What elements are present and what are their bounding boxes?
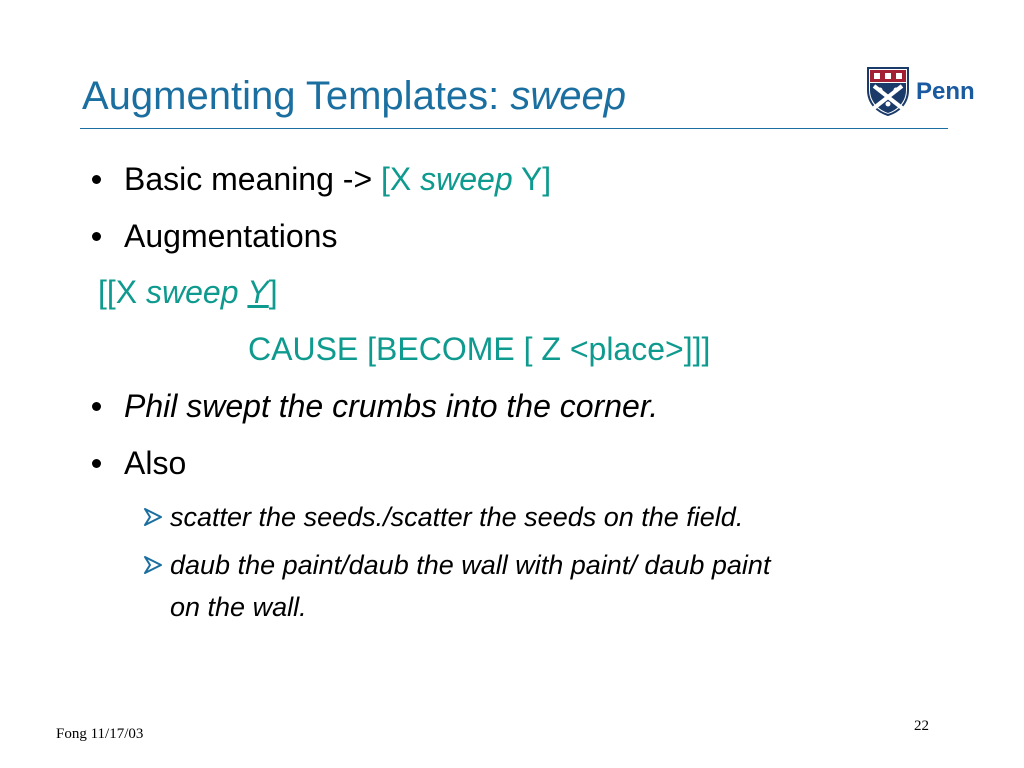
template-sweep: sweep [146,274,239,310]
template-y: Y [247,274,269,310]
slide-title-emphasis: sweep [510,74,627,118]
bullet-text: Basic meaning -> [124,161,382,197]
template-line-1 [98,273,278,311]
bullet-basic-meaning [124,160,551,198]
teal-bracket-open: [X [381,161,421,197]
arrow-bullet-icon [142,554,164,576]
template-close: ] [268,274,278,310]
teal-sweep: sweep [420,161,513,197]
bullet-dot [92,402,101,411]
bullet-augmentations: Augmentations [124,218,338,254]
slide-title-prefix: Augmenting Templates: [82,74,511,118]
teal-bracket-close: Y] [512,161,552,197]
bullet-dot [92,175,101,184]
footer-author-date: Fong 11/17/03 [56,726,144,742]
bullet-dot [92,459,101,468]
bullet-example-sentence: Phil swept the crumbs into the corner. [124,388,659,424]
title-divider [80,128,948,129]
page-number: 22 [914,718,929,734]
slide-title [82,70,626,122]
template-open: [[X [98,274,147,310]
penn-logo [866,66,996,118]
penn-shield-icon [866,66,910,116]
bullet-also: Also [124,445,187,481]
template-line-2: CAUSE [BECOME [ Z <place>]]] [248,331,711,367]
arrow-bullet-icon [142,506,164,528]
penn-wordmark: Penn [916,78,975,105]
sub-item-daub-line-2: on the wall. [170,592,307,622]
bullet-dot [92,232,101,241]
sub-item-scatter: scatter the seeds./scatter the seeds on the field. [170,502,744,532]
sub-item-daub-line-1: daub the paint/daub the wall with paint/ daub paint [170,550,771,580]
